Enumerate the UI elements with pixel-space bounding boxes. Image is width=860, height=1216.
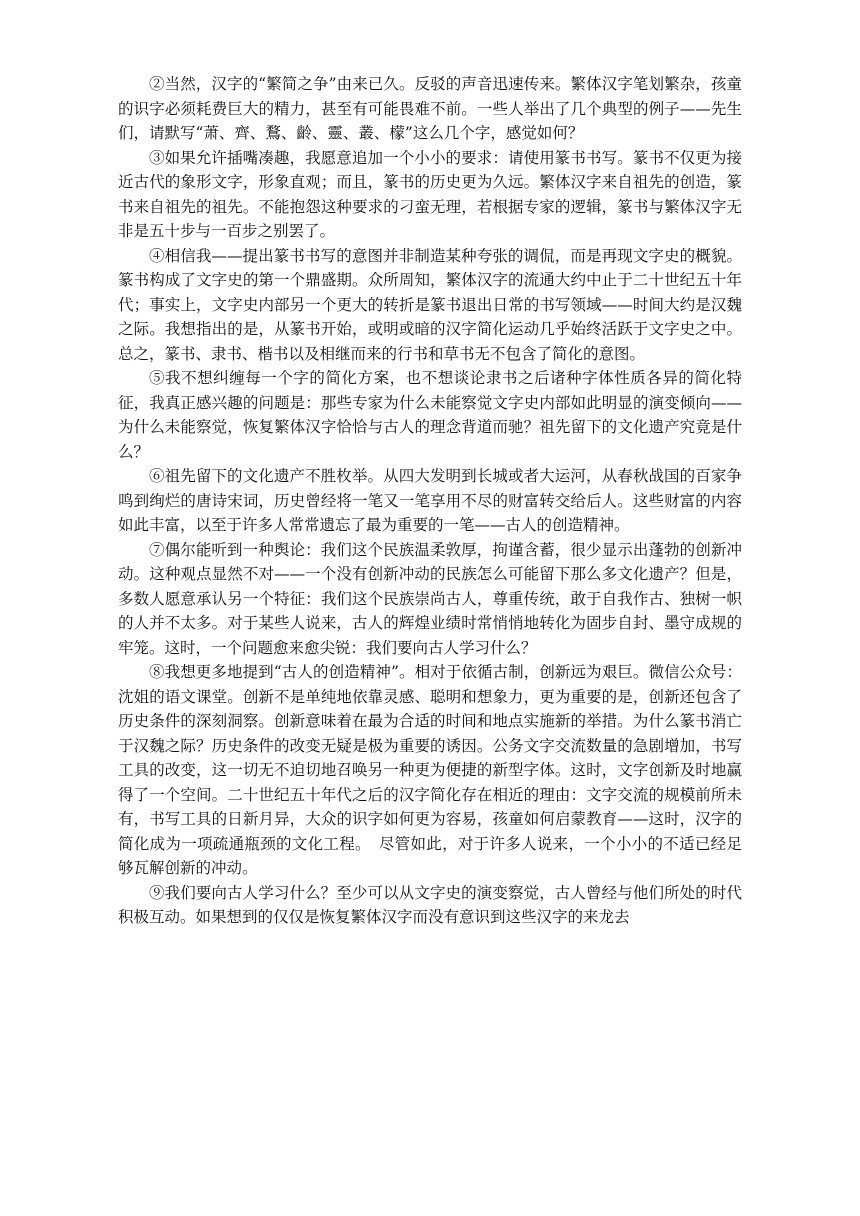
paragraph-4: ④相信我——提出篆书书写的意图并非制造某种夸张的调侃，而是再现文字史的概貌。篆书构成了文字史的第一个鼎盛期。众所周知，繁体汉字的流通大约中止于二十世纪五十年代；事实上，文字史内部另一个更大的转折是篆书退出日常的书写领域——时间大约是汉魏之际。我想指出的是，从篆书开始，或明或暗的汉字简化运动几乎始终活跃于文字史之中。总之，篆书、隶书、楷书以及相继而来的行书和草书无不包含了简化的意图。 xyxy=(118,246,742,363)
paragraph-9: ⑨我们要向古人学习什么？至少可以从文字史的演变察觉，古人曾经与他们所处的时代积极互动。如果想到的仅仅是恢复繁体汉字而没有意识到这些汉字的来龙去 xyxy=(118,883,742,926)
paragraph-3: ③如果允许插嘴凑趣，我愿意追加一个小小的要求：请使用篆书书写。篆书不仅更为接近古代的象形文字，形象直观；而且，篆书的历史更为久远。繁体汉字来自祖先的创造，篆书来自祖先的祖先。不能抱怨这种要求的刁蛮无理，若根据专家的逻辑，篆书与繁体汉字无非是五十步与一百步之别罢了。 xyxy=(118,148,742,240)
paragraph-2: ②当然，汉字的“繁简之争”由来已久。反驳的声音迅速传来。繁体汉字笔划繁杂，孩童的识字必须耗费巨大的精力，甚至有可能畏难不前。一些人举出了几个典型的例子——先生们，请默写“萧、齊、鶩、齡、靈、叢、檬”这么几个字，感觉如何？ xyxy=(118,75,742,142)
paragraph-6: ⑥祖先留下的文化遗产不胜枚举。从四大发明到长城或者大运河，从春秋战国的百家争鸣到绚烂的唐诗宋词，历史曾经将一笔又一笔享用不尽的财富转交给后人。这些财富的内容如此丰富，以至于许多人常常遗忘了最为重要的一笔——古人的创造精神。 xyxy=(118,467,742,534)
paragraph-8: ⑧我想更多地提到“古人的创造精神”。相对于依循古制，创新远为艰巨。微信公众号：沈姐的语文课堂。创新不是单纯地依靠灵感、聪明和想象力，更为重要的是，创新还包含了历史条件的深刻洞察。创新意味着在最为合适的时间和地点实施新的举措。为什么篆书消亡于汉魏之际？历史条件的改变无疑是极为重要的诱因。公务文字交流数量的急剧增加，书写工具的改变，这一切无不迫切地召唤另一种更为便捷的新型字体。这时，文字创新及时地赢得了一个空间。二十世纪五十年代之后的汉字简化存在相近的理由：文字交流的规模前所未有，书写工具的日新月异，大众的识字如何更为容易，孩童如何启蒙教育——这时，汉字的简化成为一项疏通瓶颈的文化工程。 尽管如此，对于许多人说来，一个小小的不适已经足够瓦解创新的冲动。 xyxy=(118,663,742,877)
article-body xyxy=(118,72,742,930)
paragraph-5: ⑤我不想纠缠每一个字的简化方案，也不想谈论隶书之后诸种字体性质各异的简化特征，我真正感兴趣的问题是：那些专家为什么未能察觉文字史内部如此明显的演变倾向——为什么未能察觉，恢复繁体汉字恰恰与古人的理念背道而驰？祖先留下的文化遗产究竟是什么？ xyxy=(118,369,742,461)
paragraph-7: ⑦偶尔能听到一种舆论：我们这个民族温柔敦厚，拘谨含蓄，很少显示出蓬勃的创新冲动。这种观点显然不对——一个没有创新冲动的民族怎么可能留下那么多文化遗产？但是，多数人愿意承认另一个特征：我们这个民族崇尚古人，尊重传统，敢于自我作古、独树一帜的人并不太多。对于某些人说来，古人的辉煌业绩时常悄悄地转化为固步自封、墨守成规的牢笼。这时，一个问题愈来愈尖锐：我们要向古人学习什么？ xyxy=(118,540,742,657)
